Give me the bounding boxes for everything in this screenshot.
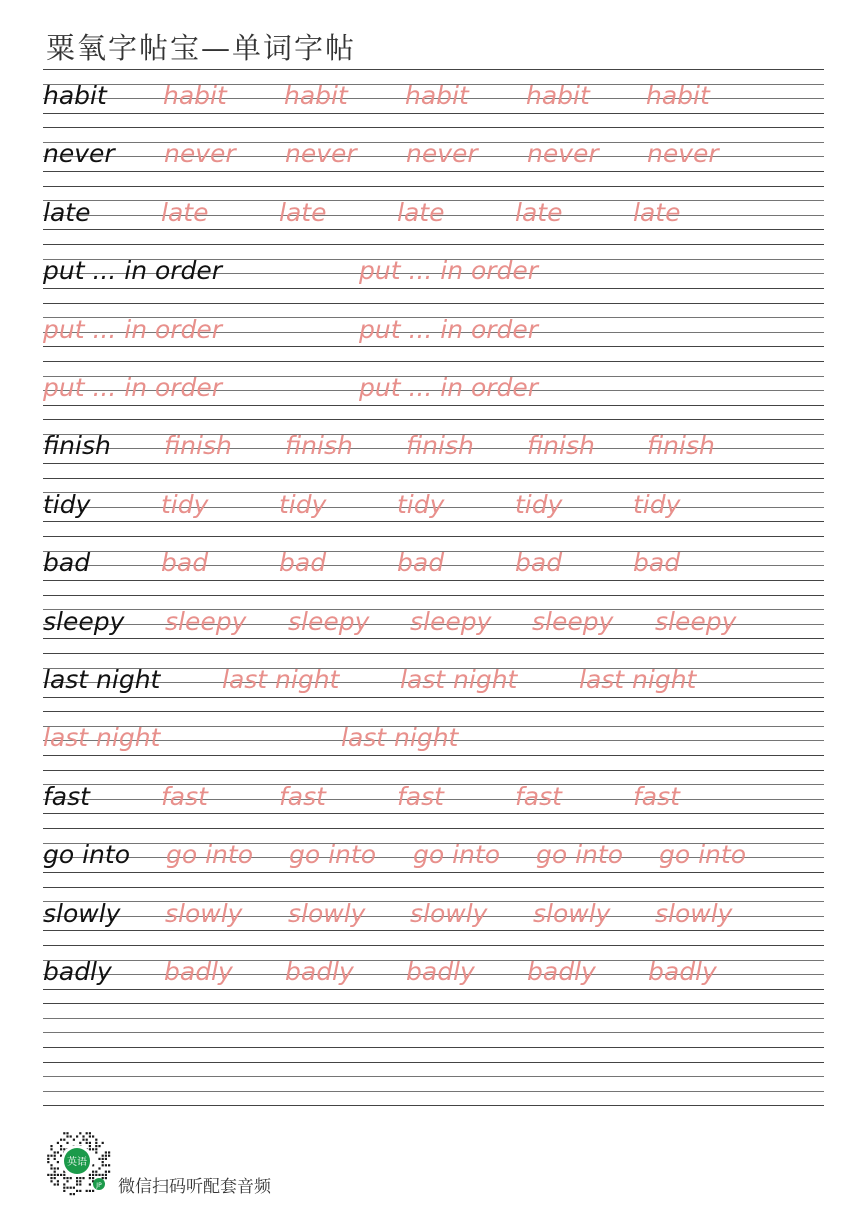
- ruled-line: [43, 828, 824, 829]
- trace-word: last night: [43, 723, 161, 753]
- trace-word: put ... in order: [43, 373, 223, 402]
- trace-word: tidy: [633, 489, 681, 519]
- ruled-line: [43, 945, 824, 946]
- trace-word: go into: [536, 840, 623, 870]
- trace-word: habit: [405, 81, 469, 110]
- model-word: finish: [43, 431, 111, 461]
- ruled-line: [43, 419, 824, 420]
- trace-word: finish: [406, 431, 474, 461]
- trace-word: late: [161, 197, 209, 227]
- trace-word: bad: [161, 548, 209, 578]
- trace-word: never: [527, 139, 599, 169]
- model-word: slowly: [43, 898, 121, 928]
- trace-word: go into: [659, 840, 746, 870]
- model-word: never: [43, 139, 115, 169]
- ruled-line: [43, 127, 824, 128]
- trace-word: tidy: [161, 489, 209, 519]
- ruled-line: [43, 536, 824, 537]
- trace-word: badly: [527, 957, 596, 986]
- trace-word: bad: [515, 548, 563, 578]
- ruled-line: [43, 361, 824, 362]
- trace-word: sleepy: [410, 606, 492, 636]
- trace-word: last night: [222, 665, 340, 694]
- ruled-line: [43, 171, 824, 172]
- trace-word: last night: [579, 665, 697, 694]
- trace-word: fast: [161, 781, 208, 811]
- ruled-line: [43, 697, 824, 698]
- ruled-line: [43, 288, 824, 289]
- trace-word: badly: [406, 957, 475, 986]
- trace-word: last night: [341, 723, 459, 753]
- trace-word: tidy: [279, 489, 327, 519]
- model-word: fast: [43, 781, 90, 811]
- ruled-line: [43, 244, 824, 245]
- trace-word: habit: [526, 81, 590, 110]
- ruled-line: [43, 887, 824, 888]
- ruled-line: [43, 1018, 824, 1019]
- ruled-line: [43, 755, 824, 756]
- ruled-line: [43, 595, 824, 596]
- ruled-line: [43, 711, 824, 712]
- trace-word: put ... in order: [359, 373, 539, 402]
- ruled-line: [43, 346, 824, 347]
- ruled-line: [43, 69, 824, 70]
- model-word: bad: [43, 548, 91, 578]
- trace-word: finish: [285, 431, 353, 461]
- trace-word: slowly: [288, 898, 366, 928]
- model-word: late: [43, 197, 91, 227]
- model-word: put ... in order: [43, 256, 223, 286]
- trace-word: slowly: [410, 898, 488, 928]
- ruled-line: [43, 638, 824, 639]
- model-word: go into: [43, 840, 130, 870]
- ruled-line: [43, 1105, 824, 1106]
- qr-badge-label: 英语: [67, 1157, 87, 1168]
- trace-word: last night: [400, 665, 518, 694]
- trace-word: never: [406, 139, 478, 169]
- trace-word: go into: [289, 840, 376, 870]
- ruled-line: [43, 653, 824, 654]
- ruled-line: [43, 229, 824, 230]
- ruled-line: [43, 521, 824, 522]
- ruled-line: [43, 463, 824, 464]
- trace-word: late: [279, 197, 327, 227]
- ruled-line: [43, 113, 824, 114]
- ruled-line: [43, 989, 824, 990]
- ruled-line: [43, 1032, 824, 1033]
- qr-sub-label: JP: [96, 1182, 102, 1189]
- trace-word: slowly: [165, 898, 243, 928]
- ruled-line: [43, 813, 824, 814]
- trace-word: fast: [515, 781, 562, 811]
- ruled-line: [43, 186, 824, 187]
- trace-word: finish: [527, 431, 595, 461]
- trace-word: bad: [397, 548, 445, 578]
- trace-word: put ... in order: [359, 314, 539, 344]
- ruled-line: [43, 1062, 824, 1063]
- trace-word: slowly: [533, 898, 611, 928]
- trace-word: bad: [633, 548, 681, 578]
- ruled-line: [43, 930, 824, 931]
- model-word: habit: [43, 81, 107, 110]
- trace-word: fast: [397, 781, 444, 811]
- trace-word: go into: [413, 840, 500, 870]
- trace-word: badly: [285, 957, 354, 986]
- trace-word: late: [633, 197, 681, 227]
- trace-word: fast: [633, 781, 680, 811]
- ruled-line: [43, 478, 824, 479]
- ruled-line: [43, 770, 824, 771]
- trace-word: go into: [166, 840, 253, 870]
- ruled-line: [43, 1091, 824, 1092]
- trace-word: late: [515, 197, 563, 227]
- trace-word: put ... in order: [43, 314, 223, 344]
- trace-word: never: [647, 139, 719, 169]
- trace-word: sleepy: [165, 606, 247, 636]
- qr-code-icon[interactable]: [42, 1127, 112, 1197]
- model-word: tidy: [43, 489, 91, 519]
- trace-word: tidy: [515, 489, 563, 519]
- practice-sheet: [43, 69, 824, 1129]
- trace-word: tidy: [397, 489, 445, 519]
- model-word: badly: [43, 957, 112, 986]
- ruled-line: [43, 1003, 824, 1004]
- trace-word: finish: [164, 431, 232, 461]
- ruled-line: [43, 872, 824, 873]
- ruled-line: [43, 1047, 824, 1048]
- trace-word: habit: [646, 81, 710, 110]
- trace-word: bad: [279, 548, 327, 578]
- trace-word: finish: [647, 431, 715, 461]
- model-word: last night: [43, 665, 161, 694]
- ruled-line: [43, 303, 824, 304]
- ruled-line: [43, 580, 824, 581]
- trace-word: sleepy: [532, 606, 614, 636]
- trace-word: late: [397, 197, 445, 227]
- trace-word: put ... in order: [359, 256, 539, 286]
- trace-word: sleepy: [655, 606, 737, 636]
- trace-word: badly: [648, 957, 717, 986]
- ruled-line: [43, 1076, 824, 1077]
- model-word: sleepy: [43, 606, 125, 636]
- trace-word: badly: [164, 957, 233, 986]
- trace-word: habit: [163, 81, 227, 110]
- ruled-line: [43, 405, 824, 406]
- trace-word: habit: [284, 81, 348, 110]
- trace-word: fast: [279, 781, 326, 811]
- page-title: 粟氧字帖宝—单词字帖: [46, 31, 357, 65]
- trace-word: sleepy: [288, 606, 370, 636]
- trace-word: never: [164, 139, 236, 169]
- trace-word: never: [285, 139, 357, 169]
- trace-word: slowly: [655, 898, 733, 928]
- footer-caption: 微信扫码听配套音频: [118, 1177, 271, 1197]
